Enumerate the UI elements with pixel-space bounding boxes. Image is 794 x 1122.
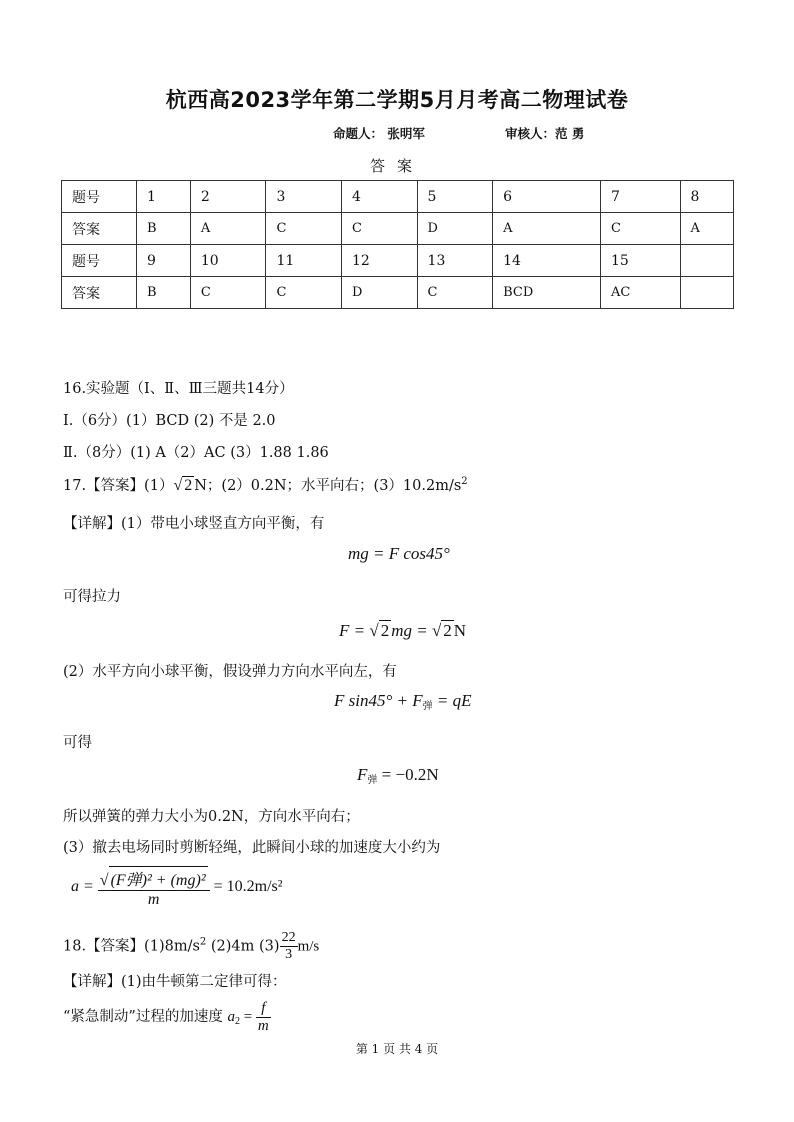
table-cell: 6 — [493, 181, 601, 213]
table-cell: 15 — [600, 245, 680, 277]
table-cell: C — [190, 277, 266, 309]
q17-answer: 17.【答案】(1）√ 2 N；(2）0.2N；水平向右；$(3)10.2m/s^2$ — [63, 476, 468, 494]
table-row-header: 答案 — [62, 277, 137, 309]
q16-part1: Ⅰ.（6分）(1）BCD (2) 不是 2.0 — [63, 413, 276, 429]
table-cell: D — [417, 213, 493, 245]
table-row-header: 题号 — [62, 181, 137, 213]
equation-1: mg = F cos45° — [348, 544, 450, 563]
table-cell: 8 — [680, 181, 734, 213]
table-cell: B — [137, 277, 191, 309]
table-row — [62, 277, 734, 309]
page-footer: 第 1 页 共 4 页 — [355, 1042, 439, 1056]
reviewer-line: 审核人：范 勇 — [505, 126, 585, 141]
table-cell: A — [493, 213, 601, 245]
table-cell: C — [266, 277, 342, 309]
table-cell: 14 — [493, 245, 601, 277]
table-cell: 5 — [417, 181, 493, 213]
table-cell: A — [190, 213, 266, 245]
q18-text-1: “紧急制动”过程的加速度 $a_2$ = $\frac{f}{m}$ — [63, 1000, 269, 1034]
table-cell: C — [341, 213, 417, 245]
q16-part2: Ⅱ.（8分）(1) A（2）AC (3）1.88 1.86 — [63, 445, 329, 461]
table-cell: 4 — [341, 181, 417, 213]
table-cell — [680, 277, 734, 309]
table-row — [62, 213, 734, 245]
table-cell: 12 — [341, 245, 417, 277]
q17-text-3: 可得 — [63, 735, 92, 751]
q16-title: 16.实验题（Ⅰ、Ⅱ、Ⅲ三题共14分） — [63, 381, 294, 397]
table-cell: B — [137, 213, 191, 245]
table-cell: 7 — [600, 181, 680, 213]
equation-2: F = √ 2 mg = √ 2 N — [339, 621, 467, 640]
table-row-header: 答案 — [62, 213, 137, 245]
q17-text-5: (3）撤去电场同时剪断轻绳，此瞬间小球的加速度大小约为 — [63, 840, 441, 856]
table-cell: 2 — [190, 181, 266, 213]
table-cell: C — [417, 277, 493, 309]
table-row — [62, 181, 734, 213]
table-cell — [680, 245, 734, 277]
table-cell: 11 — [266, 245, 342, 277]
table-cell: C — [266, 213, 342, 245]
q18-detail: 【详解】(1)由牛顿第二定律可得： — [63, 974, 287, 990]
table-row-header: 题号 — [62, 245, 137, 277]
table-row — [62, 245, 734, 277]
q17-text-1: 可得拉力 — [63, 589, 121, 605]
equation-4: F弹 = −0.2N — [357, 765, 439, 786]
table-cell: AC — [600, 277, 680, 309]
equation-3: F sin45° + F弹 = qE — [334, 691, 472, 712]
table-cell: C — [600, 213, 680, 245]
q17-text-2: (2）水平方向小球平衡，假设弹力方向水平向左，有 — [63, 664, 397, 680]
table-cell: A — [680, 213, 734, 245]
table-cell: 13 — [417, 245, 493, 277]
table-cell: D — [341, 277, 417, 309]
table-cell: 10 — [190, 245, 266, 277]
table-cell: 3 — [266, 181, 342, 213]
q17-detail: 【详解】(1）带电小球竖直方向平衡，有 — [63, 516, 325, 532]
q18-answer: 18.【答案】$(1)8m/s^2$ (2)4m (3) $\frac{22}{3}$ m/s — [63, 930, 320, 962]
table-cell: 9 — [137, 245, 191, 277]
author-line: 命题人： 张明军 — [333, 126, 425, 141]
table-cell: 1 — [137, 181, 191, 213]
answer-table — [61, 180, 734, 309]
q17-text-4: 所以弹簧的弹力大小为0.2N，方向水平向右； — [63, 809, 360, 825]
equation-5: a = $\frac{\text{√ (F弹)² + (mg)²}}{m}$ = 10.2m/s² — [71, 866, 283, 909]
page-title: 杭西高2023学年第二学期5月月考高二物理试卷 — [165, 88, 629, 112]
answer-subtitle: 答案 — [369, 157, 424, 175]
table-cell: BCD — [493, 277, 601, 309]
